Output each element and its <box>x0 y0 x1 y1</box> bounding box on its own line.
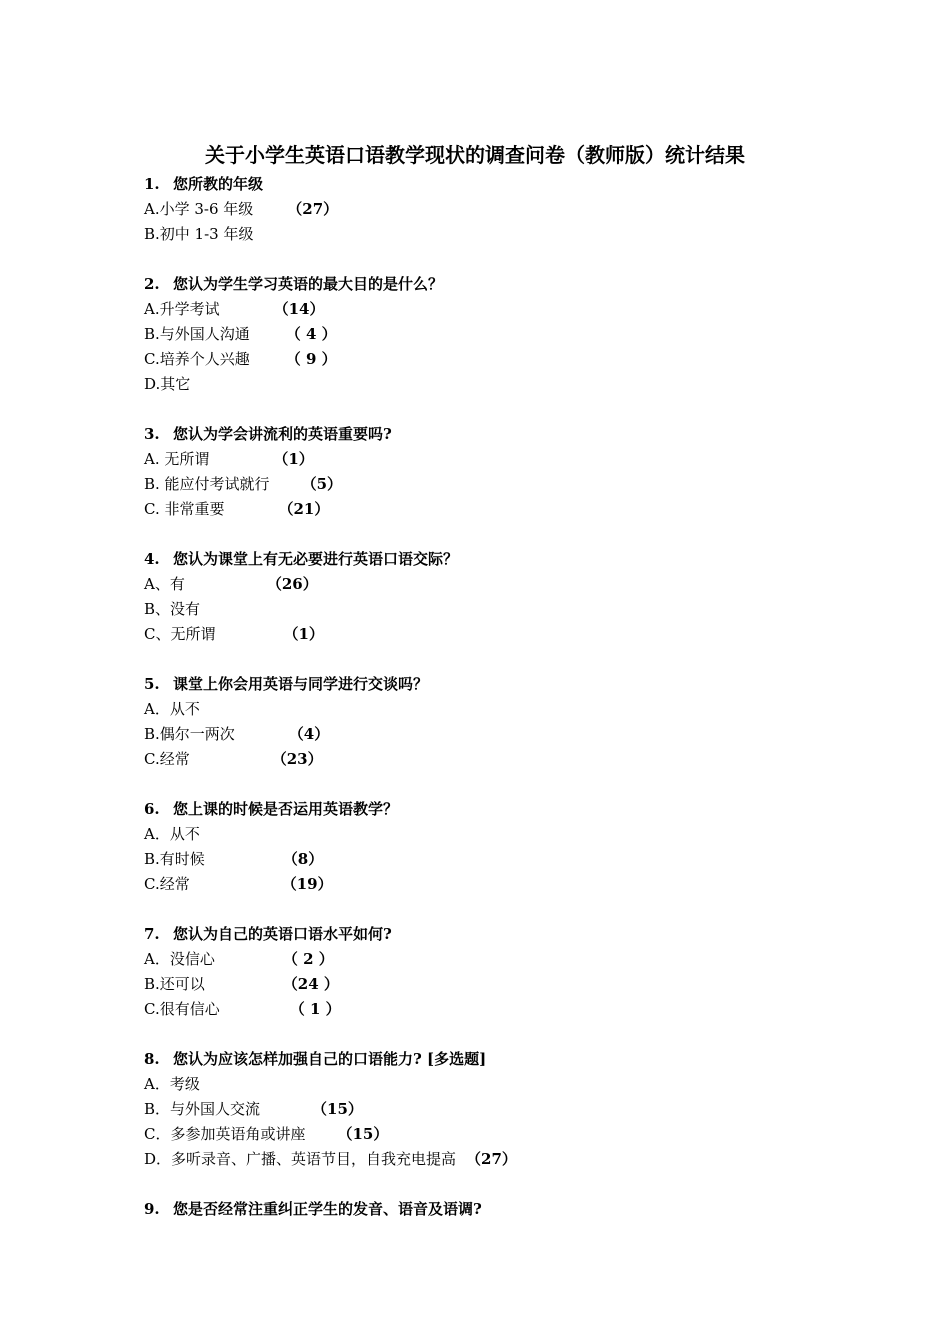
question-list <box>144 172 864 1247</box>
question-heading <box>144 797 864 822</box>
option-label: A．没信心 <box>144 950 215 968</box>
option-label: A．从不 <box>144 700 200 718</box>
option-label: B.还可以 <box>144 975 205 993</box>
question-text: 您认为学会讲流利的英语重要吗? <box>173 425 392 443</box>
question-block <box>144 422 864 522</box>
answer-option <box>144 297 864 322</box>
option-label: C、无所谓 <box>144 625 216 643</box>
response-count: （14） <box>273 300 325 318</box>
question-heading <box>144 172 864 197</box>
question-heading <box>144 672 864 697</box>
response-count: （15） <box>337 1125 389 1143</box>
response-count: （1） <box>273 450 314 468</box>
question-heading <box>144 1197 864 1222</box>
answer-option <box>144 722 864 747</box>
question-block <box>144 1047 864 1172</box>
option-label: C.很有信心 <box>144 1000 220 1018</box>
response-count: （5） <box>301 475 342 493</box>
option-label: C. 非常重要 <box>144 500 225 518</box>
question-number: 4. <box>144 550 160 568</box>
answer-option <box>144 472 864 497</box>
option-label: B. 能应付考试就行 <box>144 475 270 493</box>
response-count: （ 9 ） <box>285 350 337 368</box>
answer-option <box>144 597 864 622</box>
response-count: （4） <box>288 725 330 743</box>
answer-option <box>144 697 864 722</box>
option-label: A.小学 3-6 年级 <box>144 200 254 218</box>
option-label: A．考级 <box>144 1075 200 1093</box>
question-heading <box>144 1047 864 1072</box>
answer-option <box>144 447 864 472</box>
question-block <box>144 172 864 247</box>
question-text: 您认为应该怎样加强自己的口语能力? [多选题] <box>173 1050 487 1068</box>
question-heading <box>144 422 864 447</box>
question-block <box>144 797 864 897</box>
answer-option <box>144 1147 864 1172</box>
question-text: 您是否经常注重纠正学生的发音、语音及语调? <box>173 1200 482 1218</box>
option-label: B.有时候 <box>144 850 205 868</box>
option-label: B.初中 1-3 年级 <box>144 225 254 243</box>
answer-option <box>144 322 864 347</box>
response-count: （1） <box>283 625 324 643</box>
question-block <box>144 547 864 647</box>
answer-option <box>144 222 864 247</box>
response-count: （ 4 ） <box>285 325 337 343</box>
question-number: 8. <box>144 1050 160 1068</box>
response-count: （8） <box>282 850 324 868</box>
question-text: 您认为自己的英语口语水平如何? <box>173 925 392 943</box>
response-count: （23） <box>271 750 323 768</box>
answer-option <box>144 1072 864 1097</box>
response-count: （27） <box>287 200 339 218</box>
response-count: （24 ） <box>282 975 339 993</box>
answer-option <box>144 497 864 522</box>
answer-option <box>144 1097 864 1122</box>
answer-option <box>144 947 864 972</box>
option-label: A．从不 <box>144 825 200 843</box>
answer-option <box>144 872 864 897</box>
question-block <box>144 272 864 397</box>
option-label: A、有 <box>144 575 185 593</box>
answer-option <box>144 197 864 222</box>
option-label: C．多参加英语角或讲座 <box>144 1125 306 1143</box>
response-count: （27） <box>466 1150 517 1168</box>
response-count: （ 2 ） <box>282 950 334 968</box>
question-heading <box>144 922 864 947</box>
question-number: 9. <box>144 1200 160 1218</box>
response-count: （19） <box>281 875 333 893</box>
question-text: 您所教的年级 <box>173 175 264 193</box>
option-label: A.升学考试 <box>144 300 220 318</box>
option-label: B．与外国人交流 <box>144 1100 261 1118</box>
question-block <box>144 1197 864 1222</box>
question-number: 3. <box>144 425 160 443</box>
question-number: 1. <box>144 175 160 193</box>
answer-option <box>144 347 864 372</box>
option-label: B.偶尔一两次 <box>144 725 235 743</box>
response-count: （21） <box>278 500 330 518</box>
question-heading <box>144 547 864 572</box>
question-heading <box>144 272 864 297</box>
question-text: 课堂上你会用英语与同学进行交谈吗？ <box>173 675 429 693</box>
answer-option <box>144 572 864 597</box>
option-label: C.经常 <box>144 750 190 768</box>
answer-option <box>144 972 864 997</box>
question-block <box>144 672 864 772</box>
question-number: 6. <box>144 800 160 818</box>
page-title: 关于小学生英语口语教学现状的调查问卷（教师版）统计结果 <box>205 143 745 167</box>
question-text: 您认为学生学习英语的最大目的是什么？ <box>173 275 444 293</box>
option-label: B、没有 <box>144 600 201 618</box>
option-label: B.与外国人沟通 <box>144 325 250 343</box>
answer-option <box>144 997 864 1022</box>
option-label: D.其它 <box>144 375 191 393</box>
response-count: （15） <box>312 1100 363 1118</box>
option-label: C.经常 <box>144 875 190 893</box>
question-number: 2. <box>144 275 160 293</box>
question-number: 7. <box>144 925 160 943</box>
answer-option <box>144 372 864 397</box>
answer-option <box>144 822 864 847</box>
question-block <box>144 922 864 1022</box>
option-label: A. 无所谓 <box>144 450 210 468</box>
option-label: D．多听录音、广播、英语节目，自我充电提高 <box>144 1150 457 1168</box>
response-count: （26） <box>266 575 318 593</box>
option-label: C.培养个人兴趣 <box>144 350 250 368</box>
question-number: 5. <box>144 675 160 693</box>
answer-option <box>144 847 864 872</box>
question-text: 您上课的时候是否运用英语教学？ <box>173 800 399 818</box>
response-count: （ 1 ） <box>289 1000 341 1018</box>
answer-option <box>144 622 864 647</box>
answer-option <box>144 1122 864 1147</box>
question-text: 您认为课堂上有无必要进行英语口语交际？ <box>173 550 459 568</box>
answer-option <box>144 747 864 772</box>
